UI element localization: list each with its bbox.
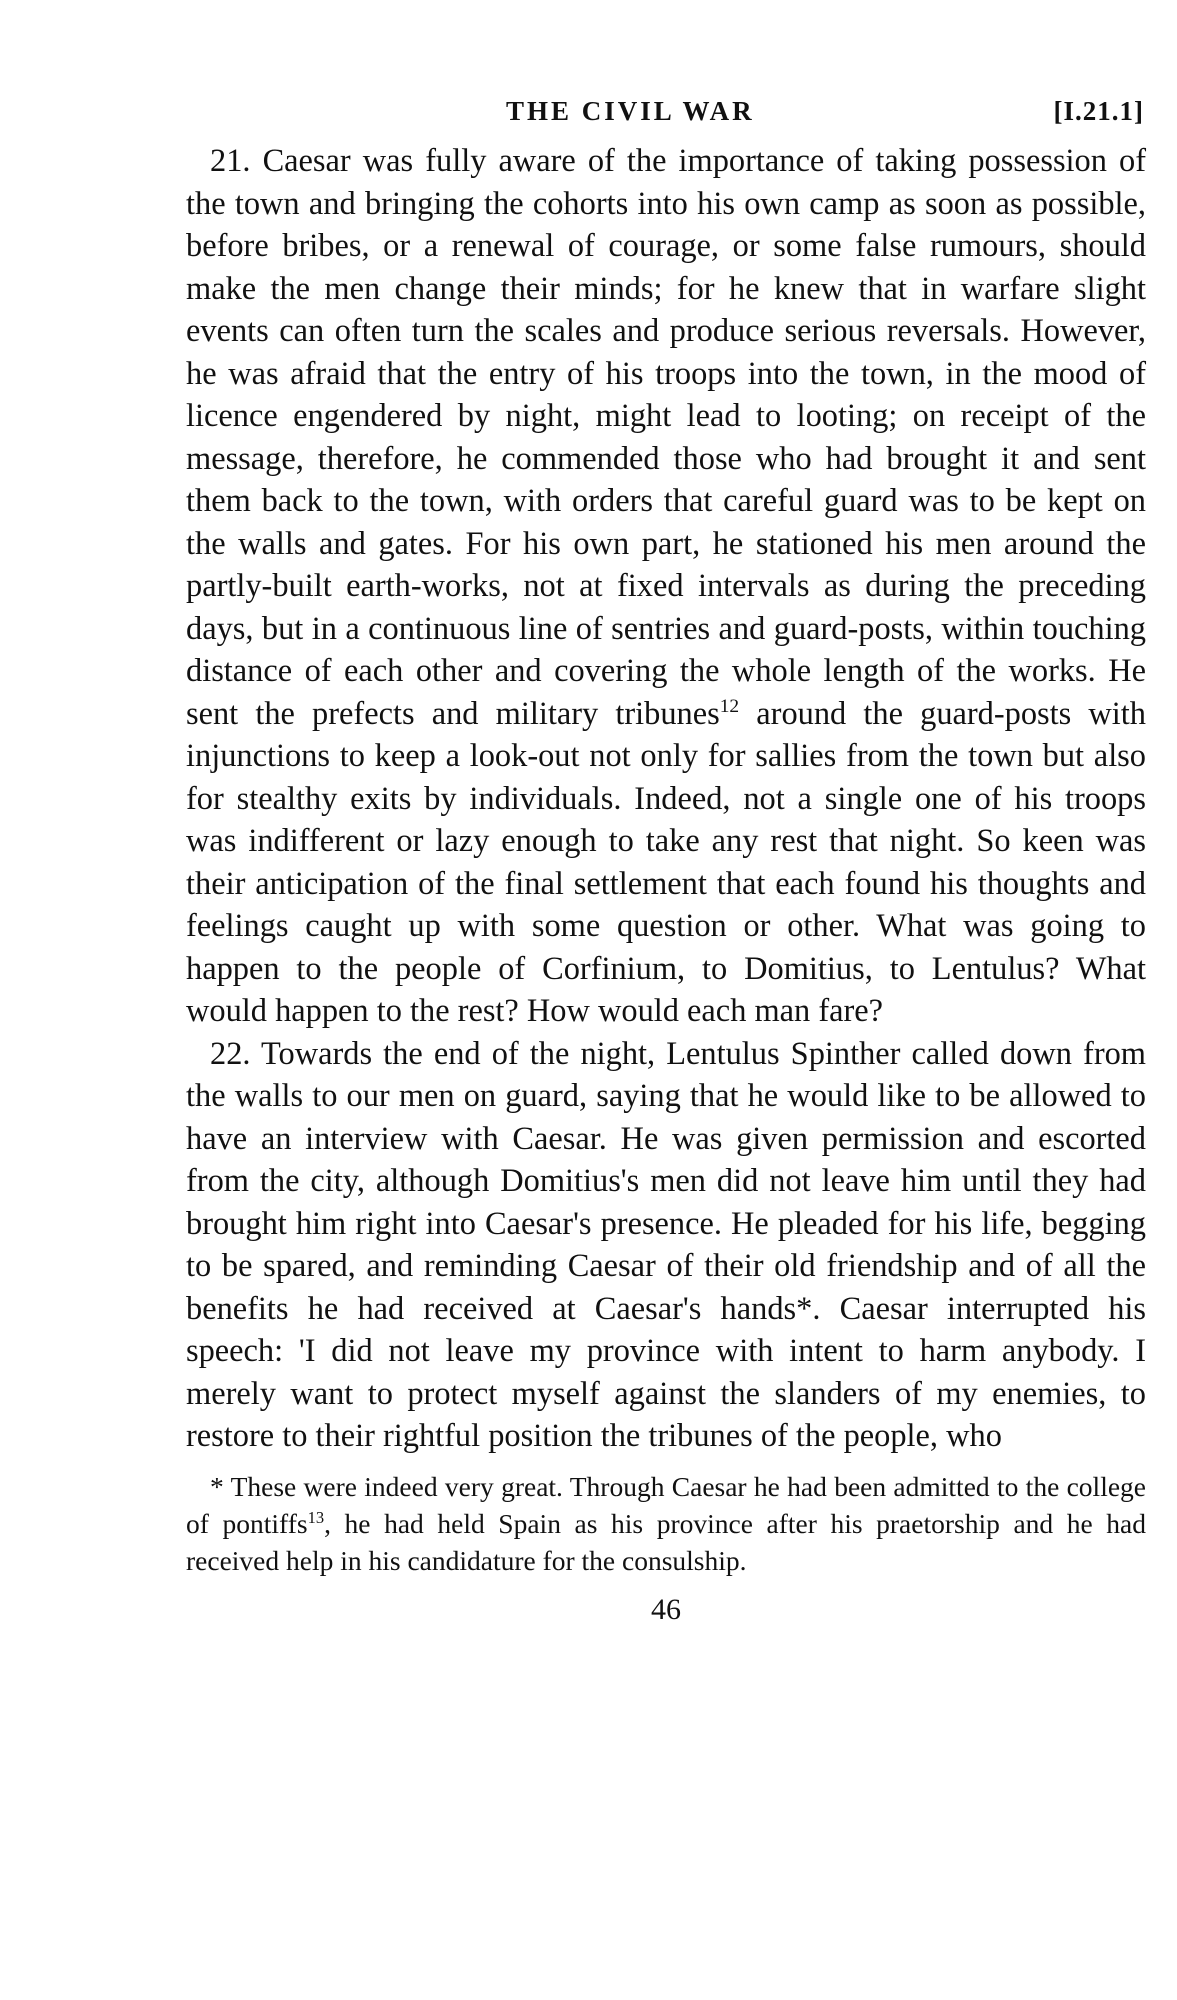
footnote-text: , he had held Spain as his province after his praetorship and he had received help in his candidature for the consulship. (186, 1507, 1146, 1576)
paragraph-text: Caesar interrupted his speech: 'I did not leave my province with intent to harm anybody. I merely want to protect myself against the slanders of my enemies, to restore to their rightful position the tribunes of the people, who (186, 1290, 1146, 1454)
paragraph-21 (186, 140, 1146, 1033)
running-head (186, 96, 1146, 130)
paragraph-22 (186, 1033, 1146, 1458)
note-reference: 12 (719, 695, 740, 717)
section-number: 21. (210, 143, 251, 179)
book-page (186, 96, 1146, 1627)
footnote (186, 1468, 1146, 1579)
footnote-text: * These were indeed very great. Through Caesar he had been admitted to the college of pontiffs (186, 1470, 1146, 1539)
body-text (186, 140, 1146, 1458)
running-head-title: THE CIVIL WAR (506, 96, 755, 126)
paragraph-text: Caesar was fully aware of the importance of taking possession of the town and bringing the cohorts into his own camp as soon as possible, before bribes, or a renewal of courage, or some false rumours, should make the men change their minds; for he knew that in warfare slight events can often turn the scales and produce serious reversals. However, he was afraid that the entry of his troops into the town, in the mood of licence engendered by night, might lead to looting; on receipt of the message, therefore, he commended those who had brought it and sent them back to the town, with orders that careful guard was to be kept on the walls and gates. For his own part, he stationed his men around the partly-built earth-works, not at fixed intervals as during the preceding days, but in a continuous line of sentries and guard-posts, within touching distance of each other and covering the whole length of the works. He sent the prefects and military tribunes (186, 143, 1146, 732)
paragraph-text: around the guard-posts with injunctions to keep a look-out not only for sallies from the town but also for stealthy exits by individuals. Indeed, not a single one of his troops was indifferent or lazy enough to take any rest that night. So keen was their anticipation of the final settlement that each found his thoughts and feelings caught up with some question or other. What was going to happen to the people of Corfinium, to Domitius, to Lentulus? What would happen to the rest? How would each man fare? (186, 695, 1146, 1029)
page-number: 46 (651, 1592, 681, 1626)
section-number: 22. (210, 1035, 251, 1072)
note-reference: 13 (307, 1507, 325, 1527)
chapter-reference: [I.21.1] (1053, 96, 1144, 126)
paragraph-text: Towards the end of the night, Lentulus Spinther called down from the walls to our men on guard, saying that he would like to be allowed to have an interview with Caesar. He was given permission and escorted from the city, although Domitius's men did not leave him until they had brought him right into Caesar's presence. He pleaded for his life, begging to be spared, and reminding Caesar of their old friendship and of all the benefits he had received at Caesar's hands*. (186, 1035, 1146, 1327)
